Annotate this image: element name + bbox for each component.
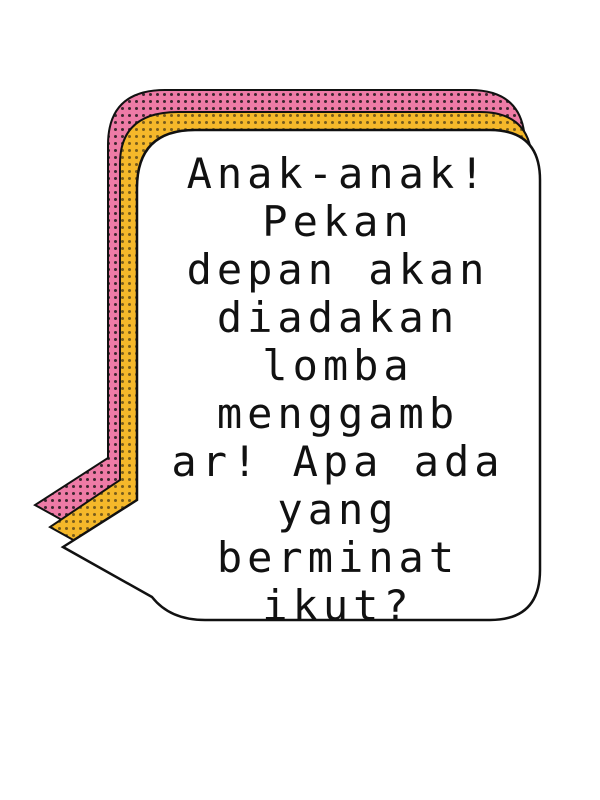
text-line: menggamb [216,389,460,438]
text-line: berminat [216,533,460,582]
text-line: yang [277,485,399,534]
speech-bubble-text [168,149,508,630]
text-line: lomba [262,341,414,390]
text-line: depan akan [186,245,490,294]
text-line: ar! Apa ada [171,437,505,486]
text-line: Pekan [262,197,414,246]
text-line: Anak-anak! [186,149,490,198]
text-line: diadakan [216,293,460,342]
text-line: ikut? [262,581,414,630]
